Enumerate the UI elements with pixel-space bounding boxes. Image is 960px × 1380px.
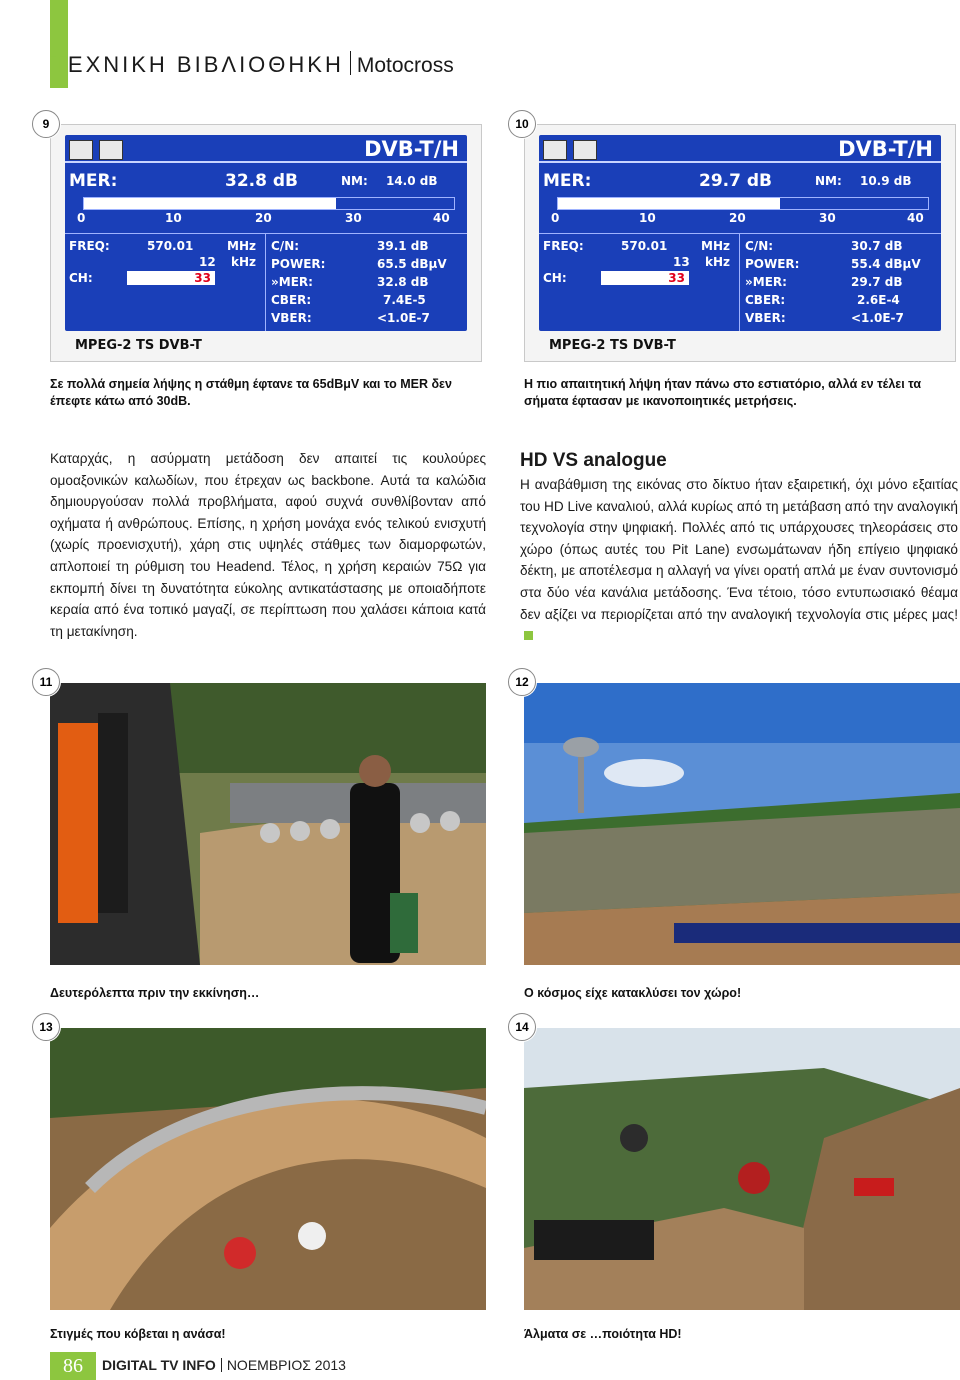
figure-caption-11: Δευτερόλεπτα πριν την εκκίνηση… <box>50 986 260 1000</box>
figure-caption-12: Ο κόσμος είχε κατακλύσει τον χώρο! <box>524 986 742 1000</box>
cber-value: 7.4E-5 <box>383 293 426 307</box>
ch-value: 33 <box>601 271 689 285</box>
nm-value: 10.9 dB <box>859 174 912 188</box>
mer-detail-value: 32.8 dB <box>377 275 429 289</box>
mer-bar <box>83 197 455 210</box>
tick-label: 10 <box>639 211 656 225</box>
meter-rule <box>539 233 941 234</box>
header-title-initial: Τ <box>50 48 68 78</box>
meter-stream-info: MPEG-2 TS DVB-T <box>549 338 676 353</box>
meter-stream-info: MPEG-2 TS DVB-T <box>75 338 202 353</box>
floppy-disk-icon <box>99 140 123 160</box>
tick-label: 10 <box>165 211 182 225</box>
figure-number-13: 13 <box>32 1013 60 1041</box>
header-separator <box>350 51 351 75</box>
mer-bar <box>557 197 929 210</box>
vber-label: VBER: <box>271 311 312 325</box>
freq-unit: MHz <box>701 239 730 253</box>
meter-divider <box>65 161 467 163</box>
tick-label: 40 <box>433 211 450 225</box>
figure-caption-10: Η πιο απαιτητική λήψη ήταν πάνω στο εστιατόριο, αλλά εν τέλει τα σήματα έφτασαν με ικανοποιητικές μετρήσεις. <box>524 377 922 408</box>
magazine-name: DIGITAL TV INFO <box>102 1357 216 1373</box>
mer-detail-value: 29.7 dB <box>851 275 903 289</box>
tick-label: 20 <box>729 211 746 225</box>
meter-rule <box>739 233 740 331</box>
mer-value: 32.8 dB <box>225 171 298 191</box>
nm-value: 14.0 dB <box>385 174 438 188</box>
mer-detail-label: »MER: <box>271 275 313 289</box>
article-paragraph-text: Η αναβάθμιση της εικόνας στο δίκτυο ήταν εξαιρετική, όχι μόνο εξαιτίας του HD Live καναλιού, αλλά κυρίως από τη μετάβαση από την αναλογική τεχνολογία στην ψηφιακή. Πολλές από τις υπάρχουσες τηλεοράσεις στο χώρο (όπως αυτές του Pit Lane) ενσωμάτωναν ήδη επίγειο ψηφιακό δέκτη, με αποτέλεσμα η αλλαγή να γίνει ορατή απλά με έναν συντονισμό στα δύο νέα κανάλια μετάδοσης. Ένα τέτοιο, τόσο εντυπωσιακό θέαμα δεν αξίζει να περιορίζεται από την αναλογική τεχνολογία στις μέρες μας! <box>520 477 958 622</box>
meter-screen-10 <box>524 124 956 362</box>
folder-icon <box>69 140 93 160</box>
figure-number-9: 9 <box>32 110 60 138</box>
vber-value: <1.0E-7 <box>377 311 430 325</box>
offset-value: 13 <box>673 255 690 269</box>
figure-number-11: 11 <box>32 668 60 696</box>
meter-icons <box>69 139 129 161</box>
ch-label: CH: <box>543 271 567 285</box>
tick-label: 0 <box>77 211 86 225</box>
power-value: 55.4 dBμV <box>851 257 921 271</box>
figure-caption-14: Άλματα σε …ποιότητα HD! <box>524 1327 682 1341</box>
figure-number-10: 10 <box>508 110 536 138</box>
vber-value: <1.0E-7 <box>851 311 904 325</box>
meter-rule <box>65 233 467 234</box>
photo-breathless-moments <box>50 1028 486 1310</box>
meter-title: DVB-T/H <box>838 137 933 161</box>
photo-hd-jumps <box>524 1028 960 1310</box>
nm-readout <box>341 174 438 188</box>
tick-label: 30 <box>345 211 362 225</box>
meter-title: DVB-T/H <box>364 137 459 161</box>
freq-label: FREQ: <box>543 239 584 253</box>
cn-label: C/N: <box>271 239 300 253</box>
issue-date: ΝΟΕΜΒΡΙΟΣ 2013 <box>226 1357 346 1373</box>
meter-icons <box>543 139 603 161</box>
offset-unit: kHz <box>231 255 257 269</box>
figure-number-12: 12 <box>508 668 536 696</box>
article-paragraph <box>520 474 958 647</box>
meter-divider <box>539 161 941 163</box>
jump-illustration <box>524 1028 960 1310</box>
section-title: HD VS analogue <box>520 450 667 471</box>
mer-label: MER: <box>543 171 592 191</box>
article-paragraph: Καταρχάς, η ασύρματη μετάδοση δεν απαιτεί τις κουλούρες ομοαξονικών καλωδίων, που έτρεχαν ως backbone. Αυτά τα καλώδια δημιουργούσαν πολλά προβλήματα, αφού συχνά συνθλίβονταν από οχήματα ή ανθρώπους. Επίσης, η χρήση μονάχα ενός τελικού ενισχυτή (χωρίς προενισχυτή), χάρη στις υψηλές στάθμες των διαμορφωτών, απλοποιεί τη ρύθμιση του Headend. Τέλος, η χρήση κεραιών 75Ω για εκπομπή δίνει τη δυνατότητα εύκολης αντικατάστασης με οποιαδήποτε κεραία από ένα τοπικό μαγαζί, σε περίπτωση που χαλάσει κάποια κατά τη μετακίνηση. <box>50 451 486 639</box>
offset-value: 12 <box>199 255 216 269</box>
mer-bar-fill <box>84 198 336 209</box>
freq-label: FREQ: <box>69 239 110 253</box>
floppy-disk-icon <box>573 140 597 160</box>
article-right-column <box>520 474 958 647</box>
tick-label: 30 <box>819 211 836 225</box>
nm-label: NM: <box>815 174 842 188</box>
photo-crowded-hillside <box>524 683 960 965</box>
end-of-article-mark <box>524 631 533 640</box>
article-left-column <box>50 448 486 642</box>
page-number: 86 <box>50 1352 96 1380</box>
track-curve-illustration <box>50 1028 486 1310</box>
power-value: 65.5 dBμV <box>377 257 447 271</box>
meter-screen-9 <box>50 124 482 362</box>
tick-label: 20 <box>255 211 272 225</box>
figure-caption-9: Σε πολλά σημεία λήψης η στάθμη έφτανε τα 65dBμV και το MER δεν έπεφτε κάτω από 30dB. <box>50 377 452 408</box>
page-footer <box>102 1357 346 1373</box>
start-gate-illustration <box>50 683 486 965</box>
cn-value: 39.1 dB <box>377 239 429 253</box>
nm-readout <box>815 174 912 188</box>
tick-label: 40 <box>907 211 924 225</box>
ch-label: CH: <box>69 271 93 285</box>
photo-start-gate <box>50 683 486 965</box>
footer-separator <box>221 1358 222 1372</box>
cn-label: C/N: <box>745 239 774 253</box>
mer-bar-fill <box>558 198 780 209</box>
crowded-hillside-illustration <box>524 683 960 965</box>
header-topic: Motocross <box>356 54 454 77</box>
mer-value: 29.7 dB <box>699 171 772 191</box>
cber-value: 2.6E-4 <box>857 293 900 307</box>
offset-unit: kHz <box>705 255 731 269</box>
meter-lcd-9 <box>65 135 467 331</box>
nm-label: NM: <box>341 174 368 188</box>
figure-number-14: 14 <box>508 1013 536 1041</box>
mer-label: MER: <box>69 171 118 191</box>
tick-label: 0 <box>551 211 560 225</box>
header-title: ΕΧΝΙΚΗ ΒΙΒΛΙΟΘΗΚΗ <box>67 52 344 77</box>
ch-value: 33 <box>127 271 215 285</box>
figure-caption-13: Στιγμές που κόβεται η ανάσα! <box>50 1327 226 1341</box>
freq-unit: MHz <box>227 239 256 253</box>
cber-label: CBER: <box>745 293 786 307</box>
vber-label: VBER: <box>745 311 786 325</box>
meter-rule <box>265 233 266 331</box>
cn-value: 30.7 dB <box>851 239 903 253</box>
power-label: POWER: <box>745 257 800 271</box>
cber-label: CBER: <box>271 293 312 307</box>
power-label: POWER: <box>271 257 326 271</box>
mer-detail-label: »MER: <box>745 275 787 289</box>
folder-icon <box>543 140 567 160</box>
freq-value: 570.01 <box>621 239 668 253</box>
freq-value: 570.01 <box>147 239 194 253</box>
meter-lcd-10 <box>539 135 941 331</box>
page-header <box>50 48 454 79</box>
